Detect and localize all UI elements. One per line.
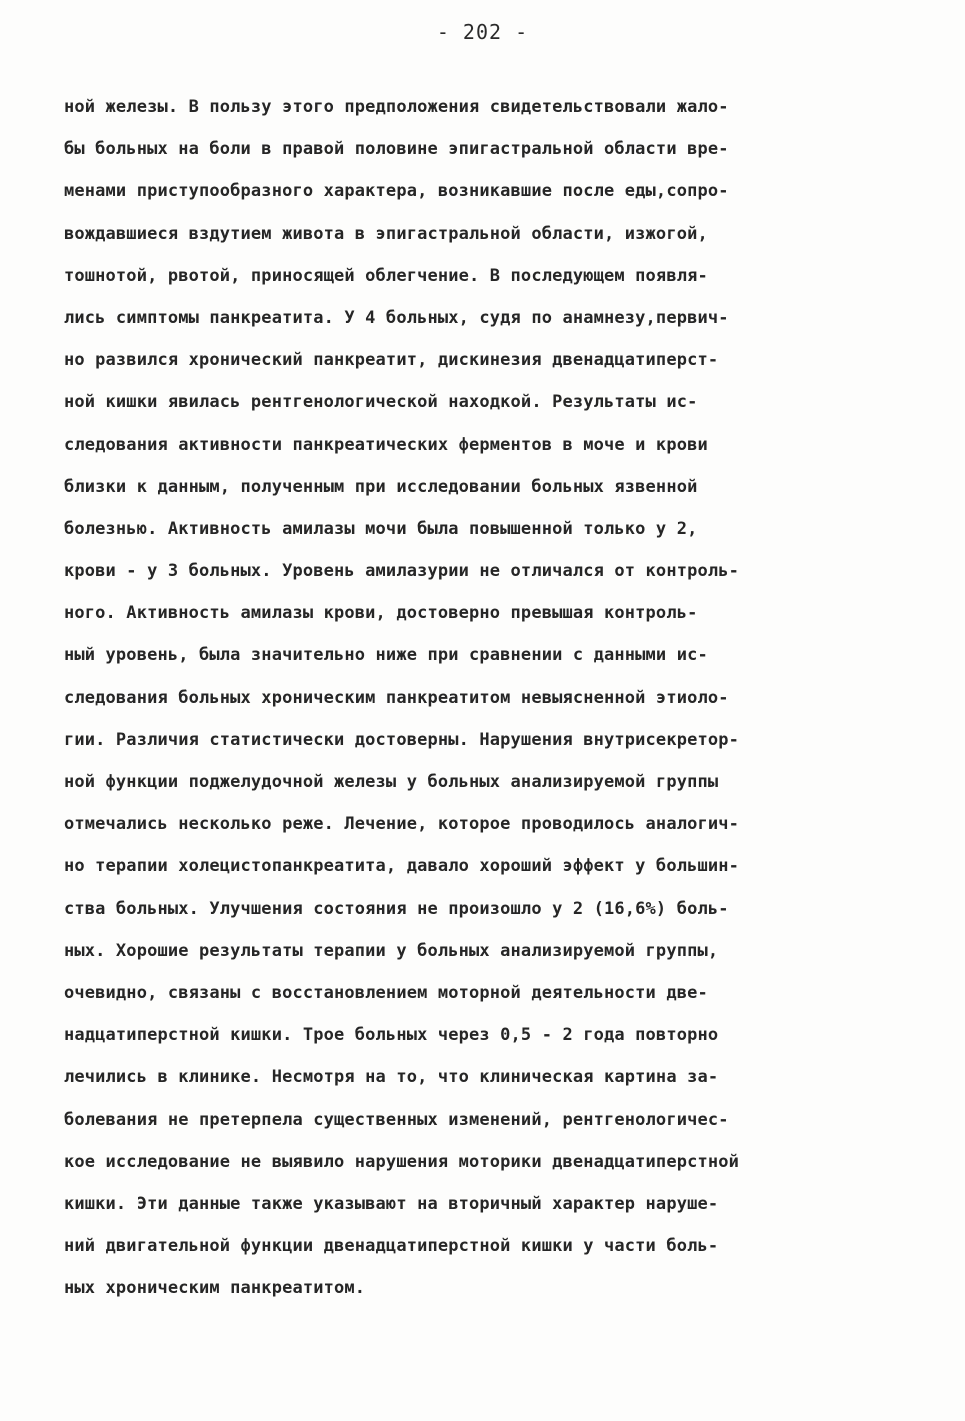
page-number: - 202 -	[436, 20, 529, 44]
text-line: следования больных хроническим панкреатитом невыясненной этиоло-	[64, 687, 729, 708]
text-line: крови - у 3 больных. Уровень амилазурии не отличался от контроль-	[64, 561, 740, 582]
text-line: ний двигательной функции двенадцатиперстной кишки у части боль-	[64, 1236, 719, 1257]
text-line: следования активности панкреатических ферментов в моче и крови	[64, 434, 708, 455]
text-line: отмечались несколько реже. Лечение, которое проводилось аналогич-	[64, 814, 740, 835]
text-line: ных хроническим панкреатитом.	[64, 1278, 366, 1299]
text-line: менами приступообразного характера, возникавшие после еды,сопро-	[64, 181, 729, 202]
text-line: кишки. Эти данные также указывают на вторичный характер наруше-	[64, 1193, 719, 1214]
text-line: ных. Хорошие результаты терапии у больных анализируемой группы,	[64, 940, 719, 961]
text-line: но развился хронический панкреатит, дискинезия двенадцатиперст-	[64, 350, 719, 371]
text-line: ной кишки явилась рентгенологической находкой. Результаты ис-	[64, 392, 698, 413]
text-line: болевания не претерпела существенных изменений, рентгенологичес-	[64, 1109, 729, 1130]
text-line: гии. Различия статистически достоверны. Нарушения внутрисекретор-	[64, 729, 740, 750]
text-line: лись симптомы панкреатита. У 4 больных, судя по анамнезу,первич-	[64, 307, 729, 328]
text-line: лечились в клинике. Несмотря на то, что клиническая картина за-	[64, 1067, 719, 1088]
text-line: ной функции поджелудочной железы у больных анализируемой группы	[64, 772, 719, 792]
text-line: близки к данным, полученным при исследовании больных язвенной	[64, 476, 698, 497]
text-line: ной железы. В пользу этого предположения свидетельствовали жало-	[64, 97, 729, 117]
text-line: тошнотой, рвотой, приносящей облегчение. В последующем появля-	[64, 265, 708, 286]
body-text	[64, 86, 924, 1309]
text-line: надцатиперстной кишки. Трое больных через 0,5 - 2 года повторно	[64, 1025, 719, 1046]
text-line: ный уровень, была значительно ниже при сравнении с данными ис-	[64, 645, 708, 666]
text-line: очевидно, связаны с восстановлением моторной деятельности две-	[64, 982, 708, 1003]
text-line: но терапии холецистопанкреатита, давало хороший эффект у большин-	[64, 856, 740, 877]
text-line: ного. Активность амилазы крови, достоверно превышая контроль-	[64, 603, 698, 624]
text-line: болезнью. Активность амилазы мочи была повышенной только у 2,	[64, 518, 698, 539]
text-line: кое исследование не выявило нарушения моторики двенадцатиперстной	[64, 1151, 740, 1172]
text-line: вождавшиеся вздутием живота в эпигастральной области, изжогой,	[64, 223, 708, 244]
text-line: бы больных на боли в правой половине эпигастральной области вре-	[64, 139, 729, 160]
text-line: ства больных. Улучшения состояния не произошло у 2 (16,6%) боль-	[64, 898, 729, 919]
